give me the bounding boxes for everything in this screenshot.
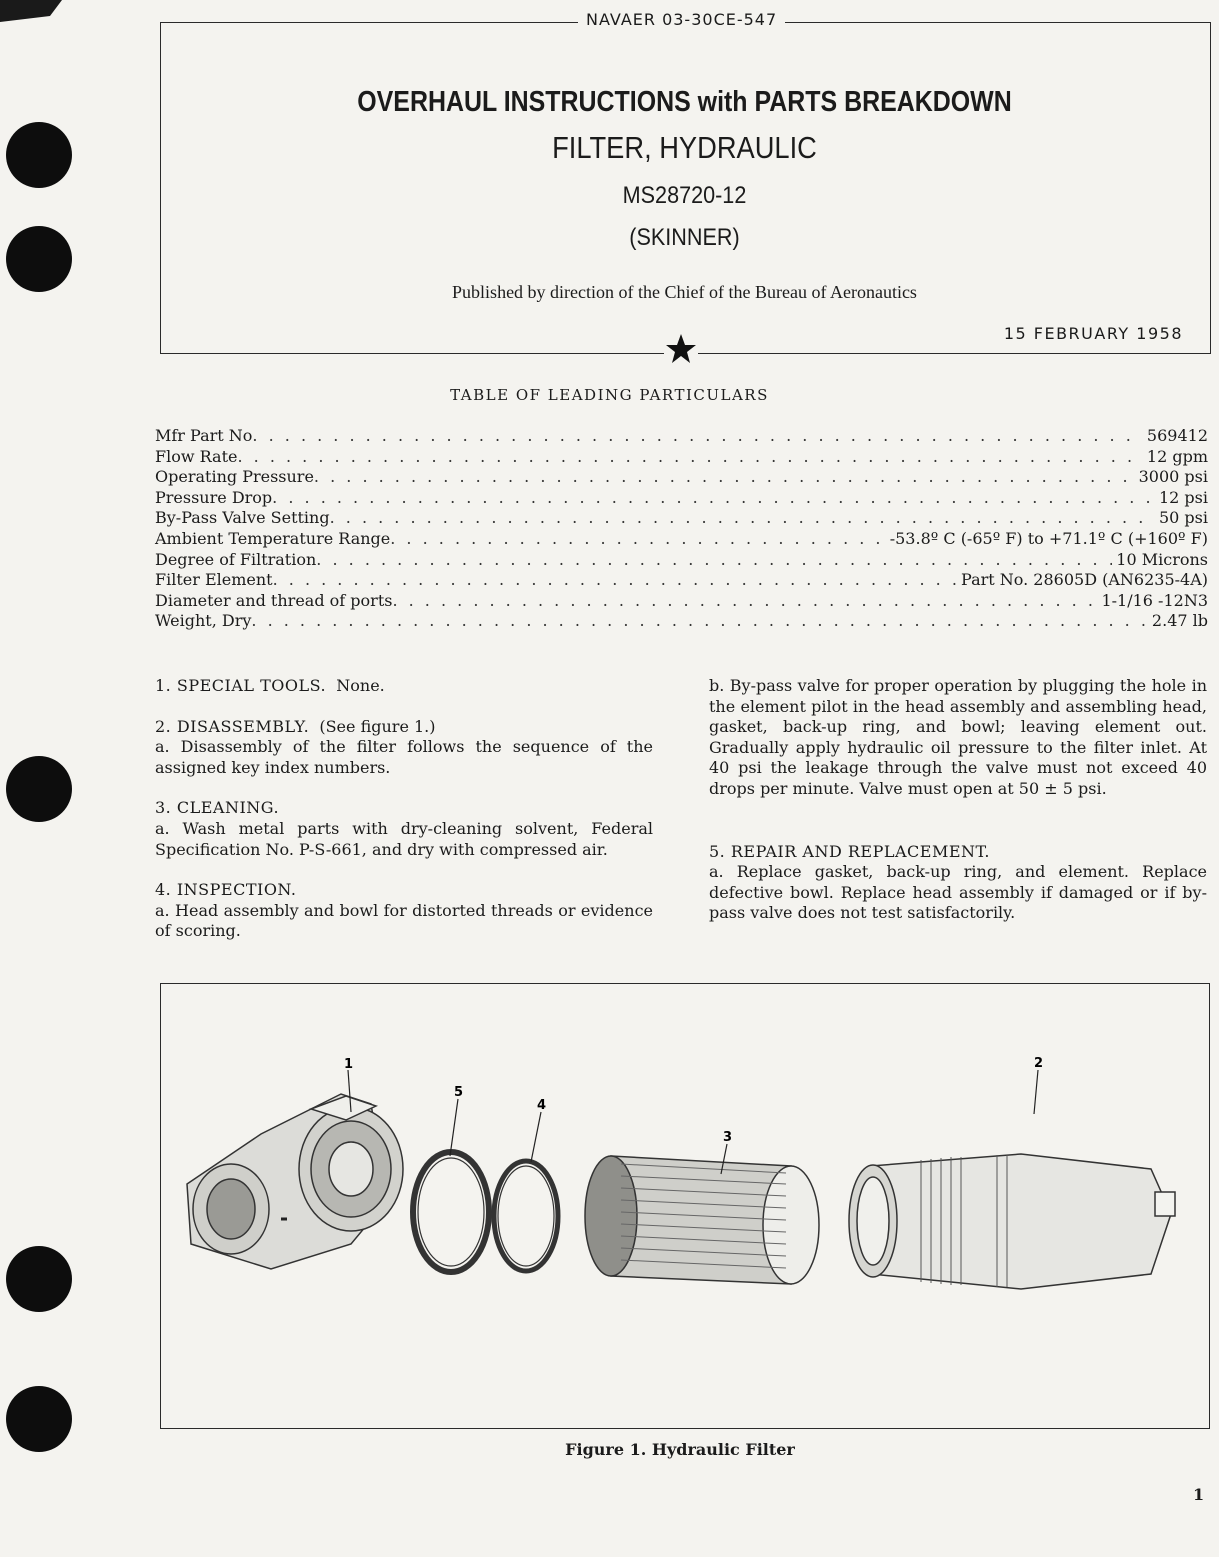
section-cleaning	[155, 798, 653, 860]
section-text: a. Head assembly and bowl for distorted threads or evidence of scoring.	[155, 900, 653, 941]
row-value: 2.47 lb	[1151, 611, 1208, 631]
row-label: Weight, Dry	[155, 611, 252, 631]
head-assembly-drawing	[187, 1094, 403, 1269]
figure-caption: Figure 1. Hydraulic Filter	[565, 1440, 795, 1459]
document-subtitle: FILTER, HYDRAULIC	[552, 130, 817, 165]
particulars-title: TABLE OF LEADING PARTICULARS	[450, 386, 769, 404]
filter-element-drawing	[585, 1156, 819, 1284]
leader-dots	[273, 570, 957, 591]
leader-dots	[392, 591, 1097, 612]
binder-hole	[6, 226, 72, 292]
section-heading: 5. REPAIR AND REPLACEMENT.	[709, 841, 990, 861]
particulars-table	[155, 426, 1208, 632]
left-column	[155, 676, 653, 962]
leader-dots	[272, 488, 1155, 509]
figure-reference: (See figure 1.)	[319, 716, 436, 736]
row-value: 50 psi	[1158, 508, 1208, 528]
binder-hole	[6, 122, 72, 188]
document-number: NAVAER 03-30CE-547	[578, 10, 785, 29]
exploded-view-illustration	[161, 984, 1207, 1426]
row-label: Ambient Temperature Range	[155, 528, 391, 548]
section-text: None.	[336, 676, 385, 695]
particulars-row	[155, 611, 1208, 632]
particulars-row	[155, 570, 1208, 591]
backup-ring-drawing	[494, 1161, 558, 1271]
publisher-line: Published by direction of the Chief of the Bureau of Aeronautics	[452, 282, 917, 302]
binder-hole	[6, 1246, 72, 1312]
leader-dots	[252, 426, 1143, 447]
row-value: -53.8º C (-65º F) to +71.1º C (+160º F)	[889, 528, 1208, 548]
section-repair	[709, 842, 1207, 924]
bowl-drawing	[849, 1154, 1175, 1289]
callout-3: 3	[723, 1130, 733, 1145]
right-column	[709, 676, 1207, 944]
corner-mark	[0, 0, 90, 30]
part-number: MS28720-12	[622, 182, 747, 209]
particulars-row	[155, 550, 1208, 571]
callout-4: 4	[537, 1098, 547, 1113]
particulars-row	[155, 591, 1208, 612]
page-number: 1	[1193, 1485, 1205, 1504]
section-heading: 2. DISASSEMBLY.	[155, 716, 310, 736]
gasket-drawing	[413, 1152, 489, 1272]
leader-dots	[330, 508, 1155, 529]
row-label: By-Pass Valve Setting	[155, 508, 330, 528]
row-label: Degree of Filtration	[155, 549, 317, 569]
row-value: Part No. 28605D (AN6235-4A)	[961, 570, 1208, 590]
manufacturer: (SKINNER)	[629, 224, 740, 251]
leader-dots	[314, 467, 1135, 488]
binder-hole	[6, 756, 72, 822]
section-inspection	[155, 880, 653, 942]
leader-dots	[251, 611, 1148, 632]
row-value: 12 psi	[1158, 487, 1208, 507]
row-label: Operating Pressure	[155, 467, 314, 487]
callout-5: 5	[454, 1085, 464, 1100]
section-heading: 4. INSPECTION.	[155, 880, 297, 900]
row-value: 12 gpm	[1146, 446, 1208, 466]
row-label: Diameter and thread of ports	[155, 590, 393, 610]
particulars-row	[155, 467, 1208, 488]
star-icon	[664, 332, 698, 366]
particulars-row	[155, 447, 1208, 468]
leader-dots	[316, 550, 1112, 571]
section-text: b. By-pass valve for proper operation by plugging the hole in the element pilot in the head assembly and assembling head, gasket, back-up ring, and bowl; leaving element out. Gradually apply hydraulic oil pressure to the filter inlet. At 40 psi the leakage through the valve must not exceed 40 drops per minute. Valve must open at 50 ± 5 psi.	[709, 676, 1207, 798]
row-label: Filter Element	[155, 570, 273, 590]
section-heading: 1. SPECIAL TOOLS.	[155, 676, 327, 695]
row-value: 1-1/16 -12N3	[1101, 590, 1208, 610]
leader-dots	[390, 529, 885, 550]
section-text: a. Disassembly of the filter follows the sequence of the assigned key index numbers.	[155, 737, 653, 777]
document-title: OVERHAUL INSTRUCTIONS with PARTS BREAKDOWN	[357, 86, 1012, 118]
figure-frame	[160, 983, 1210, 1429]
particulars-row	[155, 508, 1208, 529]
particulars-row	[155, 426, 1208, 447]
row-value: 569412	[1146, 426, 1208, 445]
callout-2: 2	[1034, 1056, 1044, 1071]
callout-1: 1	[344, 1057, 354, 1072]
section-text: a. Wash metal parts with dry-cleaning solvent, Federal Specification No. P-S-661, and dry with compressed air.	[155, 818, 653, 859]
publication-date: 15 FEBRUARY 1958	[1003, 324, 1183, 343]
section-inspection-continued	[709, 676, 1207, 800]
section-special-tools	[155, 676, 653, 697]
section-text: a. Replace gasket, back-up ring, and element. Replace defective bowl. Replace head assembly if damaged or if by-pass valve does not test satisfactorily.	[709, 862, 1207, 923]
particulars-row	[155, 488, 1208, 509]
row-label: Mfr Part No	[155, 426, 253, 445]
leader-dots	[237, 447, 1142, 468]
particulars-row	[155, 529, 1208, 550]
section-heading: 3. CLEANING.	[155, 798, 280, 818]
row-label: Pressure Drop	[155, 487, 273, 507]
section-disassembly	[155, 717, 653, 779]
row-value: 10 Microns	[1116, 549, 1208, 569]
row-value: 3000 psi	[1138, 467, 1208, 487]
row-label: Flow Rate	[155, 446, 238, 466]
